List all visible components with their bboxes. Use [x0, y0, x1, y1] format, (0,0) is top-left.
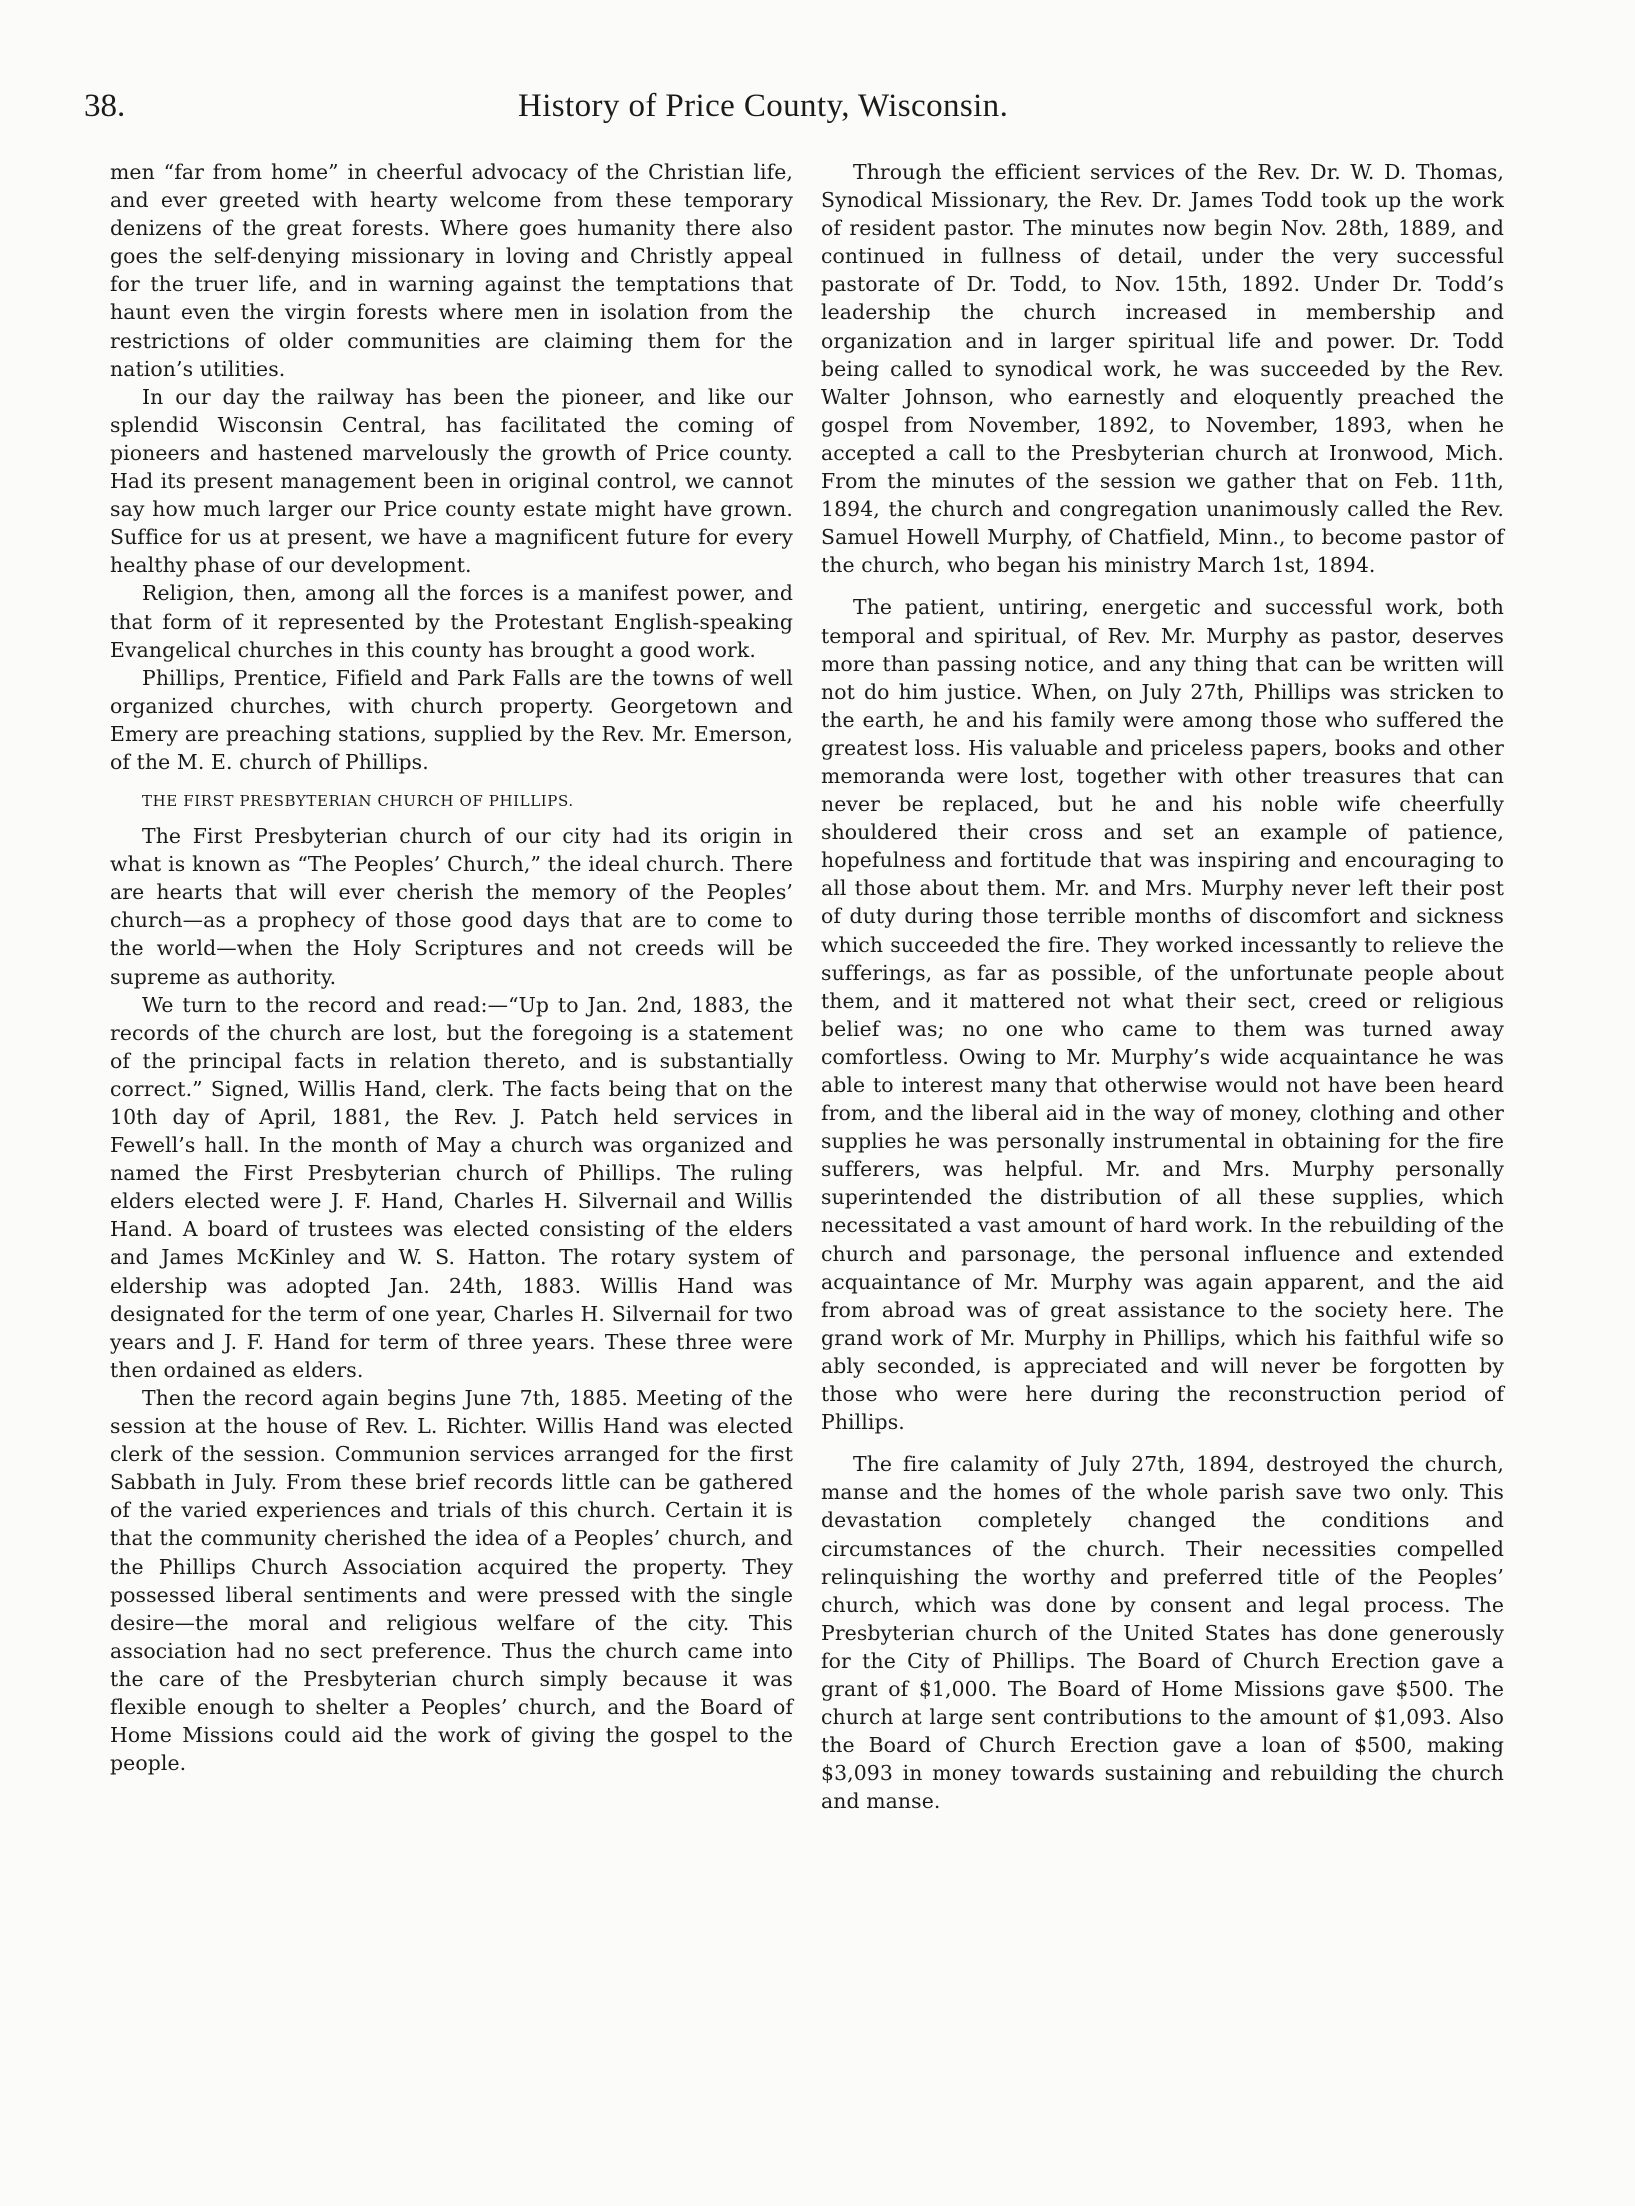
paragraph: Phillips, Prentice, Fifield and Park Falls are the towns of well organized churches, with church property. Georgetown and Emery are preaching stations, supplied by the Rev. Mr. Emerson, of the M. E. church of Phillips.	[110, 665, 793, 774]
left-column	[110, 158, 793, 1777]
running-head-title: History of Price County, Wisconsin.	[518, 88, 1009, 124]
paragraph: We turn to the record and read:—“Up to Jan. 2nd, 1883, the records of the church are lost, but the foregoing is a statement of the principal facts in relation thereto, and is substantially correct.” Signed, Willis Hand, clerk. The facts being that on the 10th day of April, 1881, the Rev. J. Patch held services in Fewell’s hall. In the month of May a church was organized and named the First Presbyterian church of Phillips. The ruling elders elected were J. F. Hand, Charles H. Silvernail and Willis Hand. A board of trustees was elected consisting of the elders and James McKinley and W. S. Hatton. The rotary system of eldership was adopted Jan. 24th, 1883. Willis Hand was designated for the term of one year, Charles H. Silvernail for two years and J. F. Hand for term of three years. These three were then ordained as elders.	[110, 992, 793, 1382]
paragraph: men “far from home” in cheerful advocacy of the Christian life, and ever greeted with hearty welcome from these temporary denizens of the great forests. Where goes humanity there also goes the self-denying missionary in loving and Christly appeal for the truer life, and in warning against the temptations that haunt even the virgin forests where men in isolation from the restrictions of older communities are claiming them for the nation’s utilities.	[110, 160, 793, 381]
paragraph: Then the record again begins June 7th, 1885. Meeting of the session at the house of Rev. L. Richter. Willis Hand was elected clerk of the session. Communion services arranged for the first Sabbath in July. From these brief records little can be gathered of the varied experiences and trials of this church. Certain it is that the community cherished the idea of a Peoples’ church, and the Phillips Church Association acquired the property. They possessed liberal sentiments and were pressed with the single desire—the moral and religious welfare of the city. This association had no sect preference. Thus the church came into the care of the Presbyterian church simply because it was flexible enough to shelter a Peoples’ church, and the Board of Home Missions could aid the work of giving the gospel to the people.	[110, 1385, 793, 1776]
section-heading: THE FIRST PRESBYTERIAN CHURCH OF PHILLIPS.	[142, 792, 574, 811]
paragraph: Religion, then, among all the forces is a manifest power, and that form of it represented by the Protestant English-speaking Evangelical churches in this county has brought a good work.	[110, 581, 793, 662]
paragraph: The First Presbyterian church of our city had its origin in what is known as “The Peoples’ Church,” the ideal church. There are hearts that will ever cherish the memory of the Peoples’ church—as a prophecy of those good days that are to come to the world—when the Holy Scriptures and not creeds will be supreme as authority.	[110, 824, 793, 989]
paragraph: The fire calamity of July 27th, 1894, destroyed the church, manse and the homes of the whole parish save two only. This devastation completely changed the conditions and circumstances of the church. Their necessities compelled relinquishing the worthy and preferred title of the Peoples’ church, which was done by consent and legal process. The Presbyterian church of the United States has done generously for the City of Phillips. The Board of Church Erection gave a grant of $1,000. The Board of Home Missions gave $500. The church at large sent contributions to the amount of $1,093. Also the Board of Church Erection gave a loan of $500, making $3,093 in money towards sustaining and rebuilding the church and manse.	[821, 1452, 1504, 1814]
right-column	[821, 158, 1504, 1815]
paragraph: In our day the railway has been the pioneer, and like our splendid Wisconsin Central, has facilitated the coming of pioneers and hastened marvelously the growth of Price county. Had its present management been in original control, we cannot say how much larger our Price county estate might have grown. Suffice for us at present, we have a magnificent future for every healthy phase of our development.	[110, 384, 793, 578]
page-number: 38.	[84, 88, 126, 124]
paragraph: The patient, untiring, energetic and successful work, both temporal and spiritual, of Rev. Mr. Murphy as pastor, deserves more than passing notice, and any thing that can be written will not do him justice. When, on July 27th, Phillips was stricken to the earth, he and his family were among those who suffered the greatest loss. His valuable and priceless papers, books and other memoranda were lost, together with other treasures that can never be replaced, but he and his noble wife cheerfully shouldered their cross and set an example of patience, hopefulness and fortitude that was inspiring and encouraging to all those about them. Mr. and Mrs. Murphy never left their post of duty during those terrible months of discomfort and sickness which succeeded the fire. They worked incessantly to relieve the sufferings, as far as possible, of the unfortunate people about them, and it mattered not what their sect, creed or religious belief was; no one who came to them was turned away comfortless. Owing to Mr. Murphy’s wide acquaintance he was able to interest many that otherwise would not have been heard from, and the liberal aid in the way of money, clothing and other supplies he was personally instrumental in obtaining for the fire sufferers, was helpful. Mr. and Mrs. Murphy personally superintended the distribution of all these supplies, which necessitated a vast amount of hard work. In the rebuilding of the church and parsonage, the personal influence and extended acquaintance of Mr. Murphy was again apparent, and the aid from abroad was of great assistance to the society here. The grand work of Mr. Murphy in Phillips, which his faithful wife so ably seconded, is appreciated and will never be forgotten by those who were here during the reconstruction period of Phillips.	[821, 595, 1504, 1435]
paragraph: Through the efficient services of the Rev. Dr. W. D. Thomas, Synodical Missionary, the Rev. Dr. James Todd took up the work of resident pastor. The minutes now begin Nov. 28th, 1889, and continued in fullness of detail, under the very successful pastorate of Dr. Todd, to Nov. 15th, 1892. Under Dr. Todd’s leadership the church increased in membership and organization and in larger spiritual life and power. Dr. Todd being called to synodical work, he was succeeded by the Rev. Walter Johnson, who earnestly and eloquently preached the gospel from November, 1892, to November, 1893, when he accepted a call to the Presbyterian church at Ironwood, Mich. From the minutes of the session we gather that on Feb. 11th, 1894, the church and congregation unanimously called the Rev. Samuel Howell Murphy, of Chatfield, Minn., to become pastor of the church, who began his ministry March 1st, 1894.	[821, 160, 1504, 578]
